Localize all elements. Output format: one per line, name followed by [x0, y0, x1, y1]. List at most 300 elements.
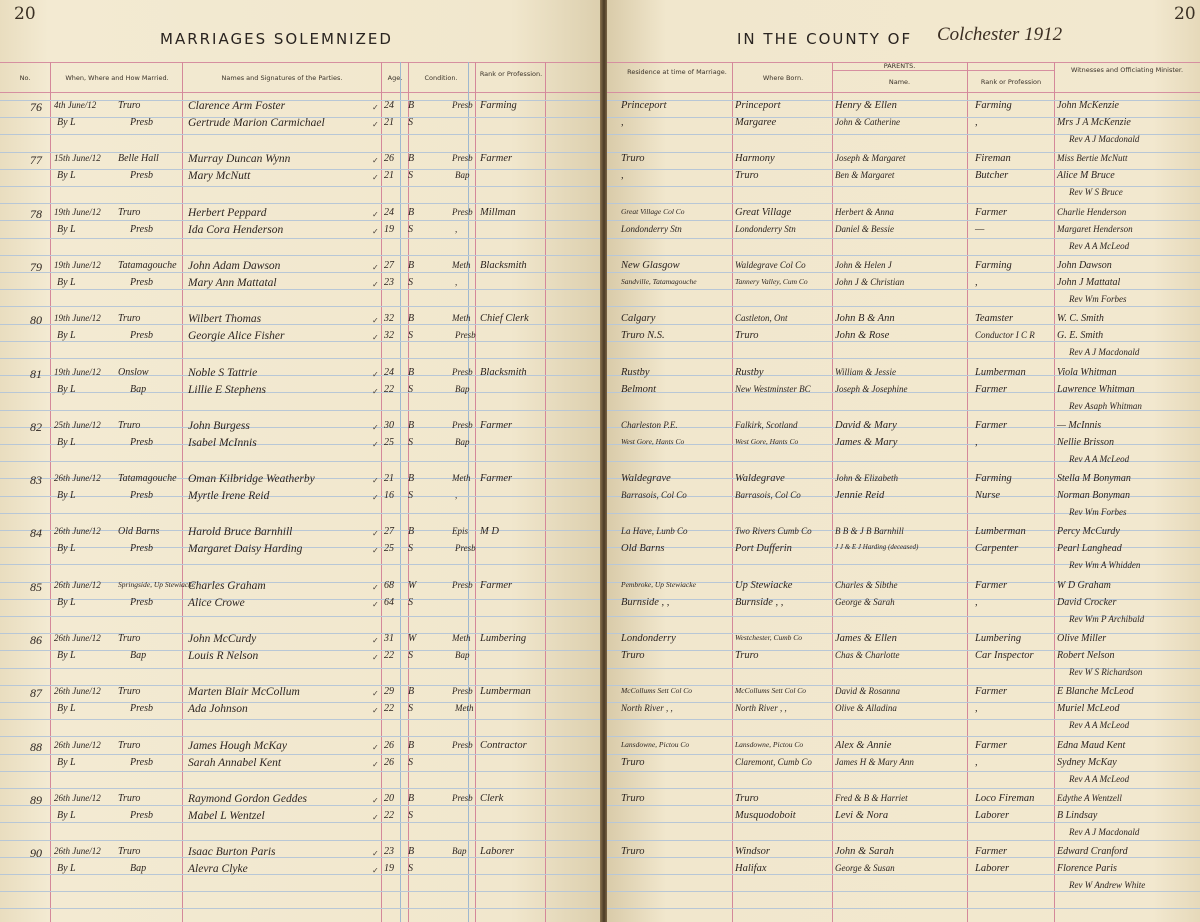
- witness-2: Sydney McKay: [1057, 757, 1117, 768]
- page-number-left: 20: [14, 4, 36, 24]
- witness-1: Edward Cranford: [1057, 846, 1128, 857]
- groom-condition: B: [408, 793, 415, 804]
- entry-license: By L: [57, 224, 76, 235]
- groom-name: John Burgess: [188, 420, 250, 432]
- age-check: ✓: [372, 546, 379, 555]
- bride-residence: Old Barns: [621, 543, 665, 554]
- ruled-line: [0, 444, 601, 445]
- ruled-line: [0, 702, 601, 703]
- entry-number: 89: [30, 793, 42, 807]
- bride-parents-profession: Farmer: [975, 384, 1008, 395]
- groom-name: Harold Bruce Barnhill: [188, 526, 293, 538]
- groom-condition: B: [408, 260, 415, 271]
- entry-religion: Presb: [130, 597, 153, 608]
- bride-age: 22: [384, 703, 394, 714]
- age-check: ✓: [372, 849, 379, 858]
- bride-parents: George & Sarah: [835, 597, 895, 607]
- entry-religion: Presb: [130, 277, 153, 288]
- officiating-minister: Rev Wm Forbes: [1069, 294, 1127, 304]
- ruled-line: [607, 633, 1200, 634]
- entry-date: 19th June/12: [54, 260, 101, 270]
- groom-birthplace: Westchester, Cumb Co: [735, 633, 803, 642]
- entry-religion: Presb: [130, 703, 153, 714]
- entry-religion: Bap: [130, 384, 147, 395]
- ruled-line: [0, 857, 601, 858]
- ruled-line: [607, 736, 1200, 737]
- groom-profession: Chief Clerk: [480, 313, 529, 324]
- groom-name: Oman Kilbridge Weatherby: [188, 473, 315, 485]
- groom-birthplace: Castleton, Ont: [735, 313, 788, 323]
- bride-name: Louis R Nelson: [188, 650, 259, 662]
- bride-name: Alevra Clyke: [188, 863, 248, 875]
- entry-number: 84: [30, 526, 42, 540]
- entry-date: 19th June/12: [54, 313, 101, 323]
- age-check: ✓: [372, 316, 379, 325]
- column-header-born: Where Born.: [762, 74, 804, 82]
- officiating-minister: Rev A J Macdonald: [1069, 827, 1140, 837]
- entry-license: By L: [57, 437, 76, 448]
- bride-age: 16: [384, 490, 394, 501]
- entry-number: 88: [30, 740, 42, 754]
- groom-profession: Millman: [480, 207, 516, 218]
- groom-parents: David & Rosanna: [835, 686, 900, 696]
- ruled-line: [607, 427, 1200, 428]
- entry-place: Tatamagouche: [118, 473, 177, 484]
- witness-2: Margaret Henderson: [1057, 224, 1133, 234]
- age-check: ✓: [372, 653, 379, 662]
- age-check: ✓: [372, 493, 379, 502]
- bride-parents: Jennie Reid: [835, 490, 885, 501]
- bride-birthplace: Barrasois, Col Co: [735, 490, 801, 500]
- bride-parents: Chas & Charlotte: [835, 650, 900, 660]
- ruled-line: [0, 410, 601, 411]
- entry-religion: Presb: [130, 437, 153, 448]
- ruled-line: [0, 513, 601, 514]
- bride-birthplace: Truro: [735, 170, 759, 181]
- bride-age: 19: [384, 224, 394, 235]
- groom-parents: Joseph & Margaret: [835, 153, 906, 163]
- left-column-line: [545, 62, 546, 922]
- groom-age: 27: [384, 260, 394, 271]
- entry-license: By L: [57, 330, 76, 341]
- officiating-minister: Rev A A McLeod: [1069, 774, 1130, 784]
- bride-name: Margaret Daisy Harding: [188, 543, 303, 555]
- bride-residence: Belmont: [621, 384, 656, 395]
- bride-birthplace: Port Dufferin: [735, 543, 792, 554]
- witness-1: Viola Whitman: [1057, 367, 1117, 378]
- right-column-line: [832, 62, 833, 922]
- bride-parents: Ben & Margaret: [835, 170, 895, 180]
- ruled-line: [0, 650, 601, 651]
- entry-place: Truro: [118, 633, 141, 644]
- age-check: ✓: [372, 120, 379, 129]
- ruled-line: [0, 289, 601, 290]
- bride-parents: Levi & Nora: [835, 810, 889, 821]
- bride-age: 22: [384, 650, 394, 661]
- column-header-names: Names and Signatures of the Parties.: [221, 74, 343, 82]
- bride-name: Isabel McInnis: [188, 437, 257, 449]
- officiating-minister: Rev Wm A Whidden: [1069, 560, 1141, 570]
- bride-parents: James & Mary: [835, 437, 898, 448]
- groom-age: 29: [384, 686, 394, 697]
- entry-place: Truro: [118, 846, 141, 857]
- groom-age: 26: [384, 740, 394, 751]
- groom-condition: B: [408, 473, 415, 484]
- bride-parents: John & Catherine: [835, 117, 900, 127]
- witness-2: Muriel McLeod: [1057, 703, 1120, 714]
- groom-parents: James & Ellen: [835, 633, 897, 644]
- bride-residence: Truro: [621, 650, 645, 661]
- entry-license: By L: [57, 384, 76, 395]
- groom-name: Marten Blair McCollum: [188, 686, 300, 698]
- age-check: ✓: [372, 210, 379, 219]
- witness-1: W D Graham: [1057, 580, 1111, 591]
- witness-2: Robert Nelson: [1057, 650, 1115, 661]
- bride-parents-profession: Carpenter: [975, 543, 1019, 554]
- officiating-minister: Rev W S Richardson: [1069, 667, 1143, 677]
- entry-religion: Presb: [130, 543, 153, 554]
- bride-condition: S: [408, 224, 413, 235]
- groom-age: 21: [384, 473, 394, 484]
- witness-1: Olive Miller: [1057, 633, 1107, 644]
- bride-parents-profession: ,: [975, 757, 978, 768]
- column-header-witnesses: Witnesses and Officiating Minister.: [1070, 66, 1184, 74]
- groom-parents-profession: Lumberman: [975, 526, 1026, 537]
- bride-condition: S: [408, 597, 413, 608]
- groom-condition: B: [408, 100, 415, 111]
- groom-parents-profession: Farmer: [975, 686, 1008, 697]
- groom-age: 24: [384, 367, 394, 378]
- groom-profession: Farming: [480, 100, 517, 111]
- header-rule-bottom: [607, 92, 1200, 93]
- ruled-line: [0, 392, 601, 393]
- groom-birthplace: Waldegrave: [735, 473, 785, 484]
- bride-condition: S: [408, 543, 413, 554]
- entry-number: 85: [30, 580, 42, 594]
- bride-parents-profession: ,: [975, 703, 978, 714]
- groom-parents-profession: Lumbering: [975, 633, 1022, 644]
- ruled-line: [607, 306, 1200, 307]
- bride-birthplace: West Gore, Hants Co: [735, 437, 799, 446]
- bride-parents: J J & E J Harding (deceased): [835, 543, 919, 551]
- witness-1: Charlie Henderson: [1057, 207, 1127, 217]
- groom-name: John Adam Dawson: [188, 260, 281, 272]
- entry-place: Truro: [118, 100, 141, 111]
- groom-birthplace: Great Village: [735, 207, 792, 218]
- groom-birthplace: Rustby: [735, 367, 764, 378]
- ruled-line: [607, 771, 1200, 772]
- entry-license: By L: [57, 757, 76, 768]
- ruled-line: [0, 874, 601, 875]
- bride-parents: Daniel & Bessie: [835, 224, 894, 234]
- age-check: ✓: [372, 227, 379, 236]
- ruled-line: [607, 908, 1200, 909]
- entry-place: Truro: [118, 793, 141, 804]
- bride-residence: Truro: [621, 757, 645, 768]
- groom-residence: Calgary: [621, 313, 656, 324]
- witness-2: Nellie Brisson: [1057, 437, 1114, 448]
- age-check: ✓: [372, 333, 379, 342]
- bride-parents: John J & Christian: [835, 277, 905, 287]
- entry-number: 77: [30, 153, 42, 167]
- groom-birthplace: Lansdowne, Pictou Co: [735, 740, 804, 749]
- ruled-line: [0, 771, 601, 772]
- groom-name: Raymond Gordon Geddes: [188, 793, 308, 805]
- groom-profession: Lumbering: [480, 633, 527, 644]
- groom-residence: Charleston P.E.: [621, 420, 678, 430]
- ruled-line: [607, 220, 1200, 221]
- ruled-line: [0, 496, 601, 497]
- bride-parents-profession: Laborer: [975, 810, 1010, 821]
- groom-birthplace: Princeport: [735, 100, 781, 111]
- groom-parents: William & Jessie: [835, 367, 896, 377]
- entry-date: 26th June/12: [54, 740, 101, 750]
- entry-religion: Presb: [130, 810, 153, 821]
- ruled-line: [0, 805, 601, 806]
- groom-parents: Fred & B & Harriet: [835, 793, 908, 803]
- bride-condition: S: [408, 277, 413, 288]
- groom-parents-profession: Farmer: [975, 580, 1008, 591]
- groom-parents: B B & J B Barnhill: [835, 526, 904, 536]
- page-title-right: IN THE COUNTY OF: [737, 30, 913, 48]
- witness-2: B Lindsay: [1057, 810, 1098, 821]
- groom-age: 24: [384, 100, 394, 111]
- groom-residence: Truro: [621, 153, 645, 164]
- officiating-minister: Rev Wm Forbes: [1069, 507, 1127, 517]
- groom-parents: Alex & Annie: [835, 740, 892, 751]
- groom-condition: B: [408, 207, 415, 218]
- officiating-minister: Rev A A McLeod: [1069, 454, 1130, 464]
- witness-1: Edna Maud Kent: [1057, 740, 1126, 751]
- bride-parents-profession: Nurse: [975, 490, 1001, 501]
- age-check: ✓: [372, 280, 379, 289]
- entry-place: Springside, Up Stewiacke: [118, 580, 195, 589]
- ruled-line: [0, 668, 601, 669]
- age-check: ✓: [372, 156, 379, 165]
- bride-name: Myrtle Irene Reid: [188, 490, 270, 502]
- bride-residence: Burnside , ,: [621, 597, 670, 608]
- entry-license: By L: [57, 117, 76, 128]
- page-number-right: 20: [1174, 4, 1196, 24]
- age-check: ✓: [372, 866, 379, 875]
- groom-name: Clarence Arm Foster: [188, 100, 286, 112]
- entry-license: By L: [57, 597, 76, 608]
- entry-date: 15th June/12: [54, 153, 101, 163]
- groom-residence: La Have, Lunb Co: [621, 526, 688, 536]
- entry-religion: Presb: [130, 170, 153, 181]
- entry-place: Truro: [118, 686, 141, 697]
- groom-residence: Rustby: [621, 367, 650, 378]
- bride-birthplace: Margaree: [735, 117, 777, 128]
- age-check: ✓: [372, 636, 379, 645]
- groom-parents: John & Sarah: [835, 846, 894, 857]
- bride-parents-profession: Car Inspector: [975, 650, 1034, 661]
- bride-age: 21: [384, 170, 394, 181]
- groom-profession: Blacksmith: [480, 367, 527, 378]
- groom-residence: Waldegrave: [621, 473, 671, 484]
- bride-name: Sarah Annabel Kent: [188, 757, 282, 769]
- ruled-line: [0, 169, 601, 170]
- ruled-line: [0, 719, 601, 720]
- age-check: ✓: [372, 173, 379, 182]
- bride-name: Ada Johnson: [188, 703, 248, 715]
- officiating-minister: Rev Wm P Archibald: [1069, 614, 1145, 624]
- groom-birthplace: Two Rivers Cumb Co: [735, 526, 812, 536]
- ruled-line: [607, 788, 1200, 789]
- ruled-line: [607, 805, 1200, 806]
- entry-date: 26th June/12: [54, 526, 101, 536]
- bride-parents-profession: ,: [975, 117, 978, 128]
- entry-date: 19th June/12: [54, 367, 101, 377]
- ruled-line: [0, 324, 601, 325]
- entry-place: Truro: [118, 313, 141, 324]
- groom-birthplace: Up Stewiacke: [735, 580, 793, 591]
- witness-2: David Crocker: [1057, 597, 1117, 608]
- groom-condition: B: [408, 420, 415, 431]
- groom-profession: Contractor: [480, 740, 527, 751]
- bride-denomination: ,: [455, 224, 458, 234]
- entry-license: By L: [57, 650, 76, 661]
- bride-condition: S: [408, 384, 413, 395]
- bride-parents-profession: Conductor I C R: [975, 330, 1035, 340]
- witness-1: W. C. Smith: [1057, 313, 1104, 324]
- bride-denomination: Meth: [455, 703, 474, 713]
- bride-parents: Joseph & Josephine: [835, 384, 908, 394]
- bride-condition: S: [408, 330, 413, 341]
- bride-denomination: Presb: [455, 330, 476, 340]
- bride-age: 32: [384, 330, 394, 341]
- ruled-line: [607, 358, 1200, 359]
- bride-residence: ,: [621, 170, 624, 181]
- bride-parents-profession: ,: [975, 437, 978, 448]
- ruled-line: [607, 857, 1200, 858]
- entry-religion: Presb: [130, 757, 153, 768]
- groom-denomination: Presb: [452, 686, 473, 696]
- groom-parents-profession: Fireman: [975, 153, 1011, 164]
- bride-birthplace: New Westminster BC: [735, 384, 811, 394]
- age-check: ✓: [372, 813, 379, 822]
- ruled-line: [0, 358, 601, 359]
- groom-residence: Londonderry: [621, 633, 676, 644]
- age-check: ✓: [372, 689, 379, 698]
- bride-condition: S: [408, 490, 413, 501]
- groom-denomination: Presb: [452, 740, 473, 750]
- groom-denomination: Meth: [452, 260, 471, 270]
- groom-age: 32: [384, 313, 394, 324]
- groom-parents: John B & Ann: [835, 313, 895, 324]
- entry-religion: Presb: [130, 224, 153, 235]
- bride-parents: James H & Mary Ann: [835, 757, 914, 767]
- bride-name: Gertrude Marion Carmichael: [188, 117, 325, 129]
- ruled-line: [607, 822, 1200, 823]
- entry-religion: Bap: [130, 650, 147, 661]
- age-check: ✓: [372, 760, 379, 769]
- right-column-line: [967, 62, 968, 922]
- groom-parents-profession: Farmer: [975, 846, 1008, 857]
- entry-religion: Bap: [130, 863, 147, 874]
- bride-name: Mary Ann Mattatal: [188, 277, 277, 289]
- ruled-line: [0, 238, 601, 239]
- bride-condition: S: [408, 757, 413, 768]
- witness-1: Edythe A Wentzell: [1057, 793, 1122, 803]
- bride-condition: S: [408, 437, 413, 448]
- groom-name: Wilbert Thomas: [188, 313, 262, 325]
- bride-denomination: Bap: [455, 170, 470, 180]
- entry-number: 82: [30, 420, 42, 434]
- entry-place: Truro: [118, 207, 141, 218]
- entry-place: Onslow: [118, 367, 149, 378]
- entry-number: 80: [30, 313, 42, 327]
- groom-residence: Princeport: [621, 100, 667, 111]
- groom-name: John McCurdy: [188, 633, 257, 645]
- bride-age: 25: [384, 437, 394, 448]
- groom-condition: B: [408, 686, 415, 697]
- groom-denomination: Presb: [452, 420, 473, 430]
- column-header-parents-name: Name.: [888, 78, 911, 86]
- entry-date: 26th June/12: [54, 473, 101, 483]
- groom-residence: Truro: [621, 846, 645, 857]
- bride-parents-profession: ,: [975, 277, 978, 288]
- ruled-line: [607, 272, 1200, 273]
- entry-license: By L: [57, 810, 76, 821]
- groom-residence: Pembroke, Up Stewiacke: [621, 580, 696, 589]
- entry-date: 26th June/12: [54, 686, 101, 696]
- column-header-no: No.: [19, 74, 31, 82]
- entry-number: 76: [30, 100, 42, 114]
- groom-age: 23: [384, 846, 394, 857]
- entry-religion: Presb: [130, 490, 153, 501]
- left-column-line: [182, 62, 183, 922]
- groom-birthplace: Windsor: [735, 846, 771, 857]
- groom-residence: McCollums Sett Col Co: [621, 686, 693, 695]
- entry-place: Old Barns: [118, 526, 160, 537]
- parents-rule: [832, 70, 1054, 71]
- right-column-line: [1054, 62, 1055, 922]
- groom-residence: Great Village Col Co: [621, 207, 685, 216]
- groom-denomination: Presb: [452, 580, 473, 590]
- groom-name: Herbert Peppard: [188, 207, 267, 219]
- groom-denomination: Presb: [452, 793, 473, 803]
- entry-date: 19th June/12: [54, 207, 101, 217]
- ruled-line: [607, 874, 1200, 875]
- groom-profession: Laborer: [480, 846, 515, 857]
- witness-1: — McInnis: [1057, 420, 1102, 431]
- bride-name: Mabel L Wentzel: [188, 810, 265, 822]
- ruled-line: [607, 840, 1200, 841]
- entry-number: 87: [30, 686, 42, 700]
- age-check: ✓: [372, 529, 379, 538]
- entry-date: 26th June/12: [54, 633, 101, 643]
- groom-parents-profession: Farmer: [975, 420, 1008, 431]
- bride-age: 22: [384, 810, 394, 821]
- groom-age: 27: [384, 526, 394, 537]
- ruled-line: [0, 341, 601, 342]
- ruled-line: [0, 461, 601, 462]
- bride-denomination: Bap: [455, 437, 470, 447]
- groom-name: Murray Duncan Wynn: [188, 153, 291, 165]
- ruled-line: [0, 255, 601, 256]
- ruled-line: [0, 788, 601, 789]
- groom-condition: W: [408, 633, 417, 644]
- entry-license: By L: [57, 277, 76, 288]
- bride-denomination: ,: [455, 277, 458, 287]
- bride-birthplace: Tannery Valley, Cum Co: [735, 277, 808, 286]
- entry-number: 79: [30, 260, 42, 274]
- groom-parents-profession: Teamster: [975, 313, 1014, 324]
- age-check: ✓: [372, 796, 379, 805]
- groom-parents: John & Helen J: [835, 260, 892, 270]
- groom-condition: B: [408, 526, 415, 537]
